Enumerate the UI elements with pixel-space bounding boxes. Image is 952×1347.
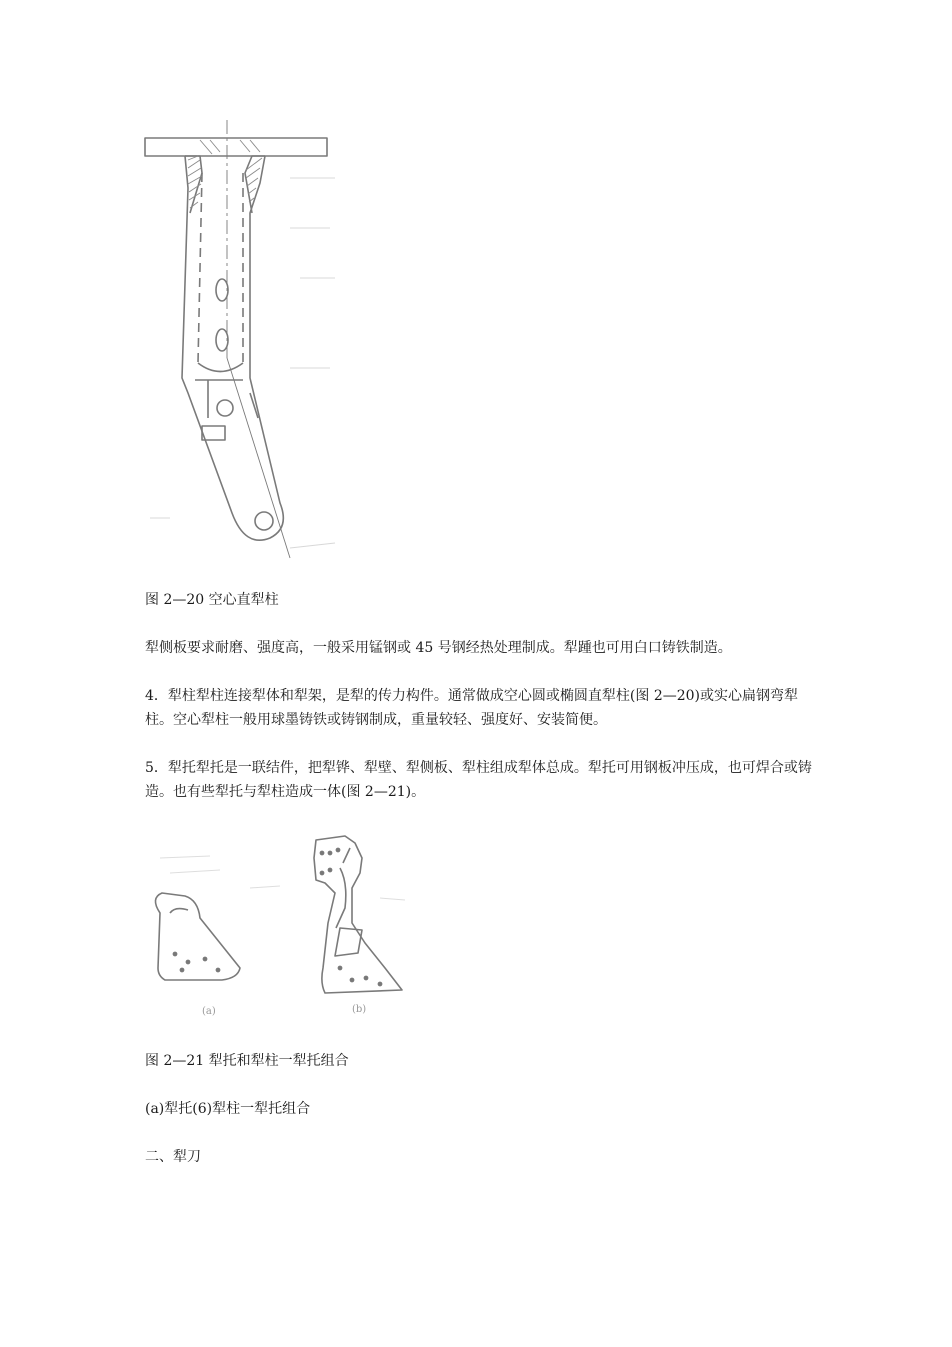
paragraph-side-plate: 犁侧板要求耐磨、强度高，一般采用锰钢或 45 号钢经热处理制成。犁踵也可用白口铸铁制造。 <box>145 640 732 656</box>
frog-combination-drawing <box>140 828 410 1023</box>
figure-2-21-subcaption: (a)犁托(6)犁柱一犁托组合 <box>145 1101 311 1117</box>
figure-2-21-caption: 图 2—21 犁托和犁柱一犁托组合 <box>145 1053 349 1069</box>
hollow-column-drawing <box>140 118 340 563</box>
section-heading: 二、犁刀 <box>145 1149 201 1165</box>
label-b: (b) <box>352 1004 367 1015</box>
figure-2-20-caption: 图 2—20 空心直犁柱 <box>145 592 279 608</box>
paragraph-frog: 5．犁托犁托是一联结件，把犁铧、犁壁、犁侧板、犁柱组成犁体总成。犁托可用钢板冲压成，也可焊合或铸造。也有些犁托与犁柱造成一体(图 2—21)。 <box>145 760 812 800</box>
paragraph-plough-column: 4．犁柱犁柱连接犁体和犁架，是犁的传力构件。通常做成空心圆或椭圆直犁柱(图 2—20)或实心扁钢弯犁柱。空心犁柱一般用球墨铸铁或铸钢制成，重量较轻、强度好、安装简便。 <box>145 688 799 728</box>
label-a: (a) <box>202 1006 216 1017</box>
